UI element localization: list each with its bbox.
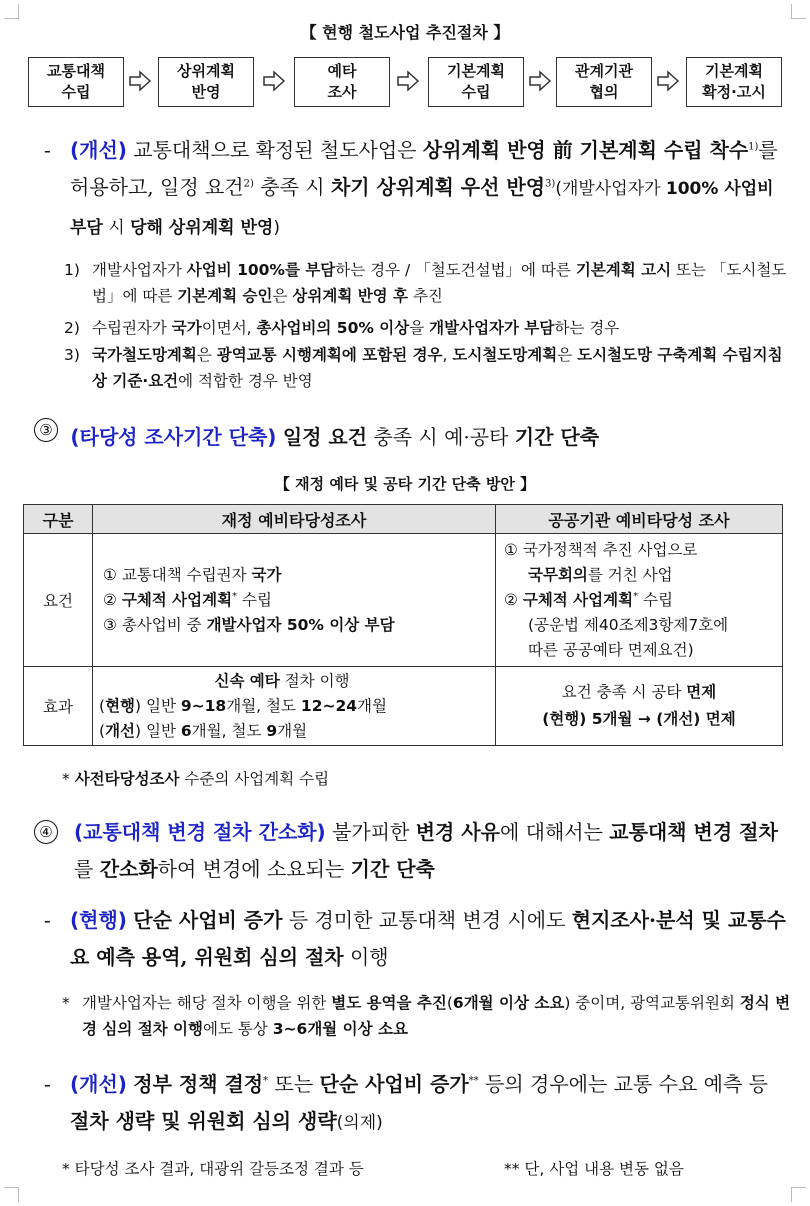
- section-title: 【 현행 철도사업 추진절차 】: [300, 23, 510, 42]
- paragraph-improvement-2: - (개선) 정부 정책 결정* 또는 단순 사업비 증가** 등의 경우에는 교통 수요 예측 등 절차 생략 및 위원회 심의 생략(의제): [44, 1066, 792, 1142]
- section-3-heading: [34, 418, 794, 456]
- crop-mark-bottom-right: [791, 1187, 806, 1202]
- circled-number: ③: [34, 418, 58, 442]
- list-item-cont: 국무회의를 거친 사업: [528, 565, 673, 584]
- note-number: 3): [64, 346, 80, 364]
- table-row: [24, 534, 783, 667]
- cell-line: (현행) 일반 9~18개월, 철도 12~24개월: [99, 696, 387, 715]
- table-cell: [93, 667, 496, 746]
- bold-text: 일정 요건: [282, 425, 368, 449]
- arrow-right-icon: [396, 69, 420, 93]
- list-item: ② 구체적 사업계획* 수립: [504, 590, 673, 609]
- note-2: 2) 수립권자가 국가이면서, 총사업비의 50% 이상을 개발사업자가 부담하는 경우: [64, 315, 794, 341]
- cell-line: 신속 예타 절차 이행: [214, 671, 350, 690]
- table-header: 구분: [24, 505, 93, 534]
- arrow-right-icon: [528, 69, 552, 93]
- flow-step-3: 예타 조사: [294, 57, 390, 107]
- row-label: 요건: [24, 534, 93, 667]
- arrow-right-icon: [656, 69, 680, 93]
- circled-number: ④: [34, 820, 58, 844]
- tag-improvement: (개선): [70, 138, 127, 162]
- row-label: 효과: [24, 667, 93, 746]
- bullet-dash: -: [44, 138, 51, 162]
- arrow-right-icon: [262, 69, 286, 93]
- table-title: 【 재정 예타 및 공타 기간 단축 방안 】: [274, 475, 536, 493]
- flow-step-4: 기본계획 수립: [428, 57, 524, 107]
- cell-line: (개선) 일반 6개월, 철도 9개월: [99, 721, 308, 740]
- note-current: * 개발사업자는 해당 절차 이행을 위한 별도 용역을 추진(6개월 이상 소요) 중이며, 광역교통위원회 정식 변경 심의 절차 이행에도 통상 3~6개월 이상 소요: [62, 994, 791, 1038]
- table-cell: [93, 534, 496, 667]
- table-cell: [496, 667, 783, 746]
- text: 교통대책으로 확정된 철도사업은: [133, 138, 417, 162]
- table-cell: [496, 534, 783, 667]
- tag-improvement: (개선): [70, 1072, 127, 1096]
- text: 충족 시: [260, 175, 325, 199]
- arrow-right-icon: [128, 69, 152, 93]
- note-number: 2): [64, 319, 80, 337]
- tag-section: (교통대책 변경 절차 간소화): [74, 820, 326, 844]
- note-number: 1): [64, 261, 80, 279]
- cell-line: (현행) 5개월 → (개선) 면제: [542, 710, 736, 728]
- crop-mark-top-right: [791, 4, 806, 19]
- flow-step-2: 상위계획 반영: [158, 57, 254, 107]
- footnote-a: * 타당성 조사 결과, 대광위 갈등조정 결과 등: [62, 1160, 364, 1178]
- bold-text: 기간 단축: [514, 425, 600, 449]
- note-3: 3) 국가철도망계획은 광역교통 시행계획에 포함된 경우, 도시철도망계획은 도시철도망 구축계획 수립지침 상 기준·요건에 적합한 경우 반영: [64, 342, 794, 394]
- bullet-dash: -: [44, 1072, 51, 1096]
- process-flow: [28, 57, 788, 107]
- table-row: [24, 667, 783, 746]
- crop-mark-top-left: [4, 4, 19, 19]
- list-item: ① 국가정책적 추진 사업으로: [504, 540, 698, 559]
- table-header-row: [24, 505, 783, 534]
- crop-mark-bottom-left: [4, 1187, 19, 1202]
- tag-section: (타당성 조사기간 단축): [70, 425, 277, 449]
- flow-step-6: 기본계획 확정·고시: [686, 57, 782, 107]
- table-header: 재정 예비타당성조사: [93, 505, 496, 534]
- paragraph-improvement-1: [44, 132, 790, 247]
- bold-text: 상위계획 반영 前 기본계획 수립 착수: [422, 138, 749, 162]
- footnote-b: ** 단, 사업 내용 변동 없음: [504, 1160, 684, 1178]
- section-4-heading: ④ (교통대책 변경 절차 간소화) 불가피한 변경 사유에 대해서는 교통대책 변경 절차를 간소화하여 변경에 소요되는 기간 단축: [34, 814, 794, 888]
- text: 를 허용하고, 일정 요건: [70, 138, 778, 199]
- parenthetical: (개발사업자가 100% 사업비 부담 시 당해 상위계획 반영): [70, 179, 774, 238]
- text: 충족 시 예·공타: [373, 425, 509, 449]
- tag-current: (현행): [70, 908, 127, 932]
- list-item: ① 교통대책 수립권자 국가: [103, 565, 282, 584]
- bullet-dash: -: [44, 908, 51, 932]
- list-item-cont: (공운법 제40조제3항제7호에: [528, 615, 729, 634]
- comparison-table: [23, 504, 783, 746]
- footnote-ref: 1): [748, 141, 759, 153]
- table-header: 공공기관 예비타당성 조사: [496, 505, 783, 534]
- footnote-ref: 3): [545, 178, 556, 190]
- list-item: ③ 총사업비 중 개발사업자 50% 이상 부담: [103, 615, 395, 634]
- flow-step-5: 관계기관 협의: [556, 57, 652, 107]
- cell-line: 요건 충족 시 공타 면제: [561, 683, 717, 701]
- bold-text: 차기 상위계획 우선 반영: [330, 175, 546, 199]
- list-item: ② 구체적 사업계획* 수립: [103, 590, 272, 609]
- flow-step-1: 교통대책 수립: [28, 57, 124, 107]
- table-footnote: * 사전타당성조사 수준의 사업계획 수립: [62, 770, 330, 788]
- footnote-ref: 2): [243, 178, 254, 190]
- paragraph-current: - (현행) 단순 사업비 증가 등 경미한 교통대책 변경 시에도 현지조사·분석 및 교통수요 예측 용역, 위원회 심의 절차 이행: [44, 902, 792, 976]
- note-1: 1) 개발사업자가 사업비 100%를 부담하는 경우 / 「철도건설법」에 따른 기본계획 고시 또는 「도시철도법」에 따른 기본계획 승인은 상위계획 반영 후 추진: [64, 257, 794, 309]
- list-item-cont: 따른 공공예타 면제요건): [528, 640, 694, 659]
